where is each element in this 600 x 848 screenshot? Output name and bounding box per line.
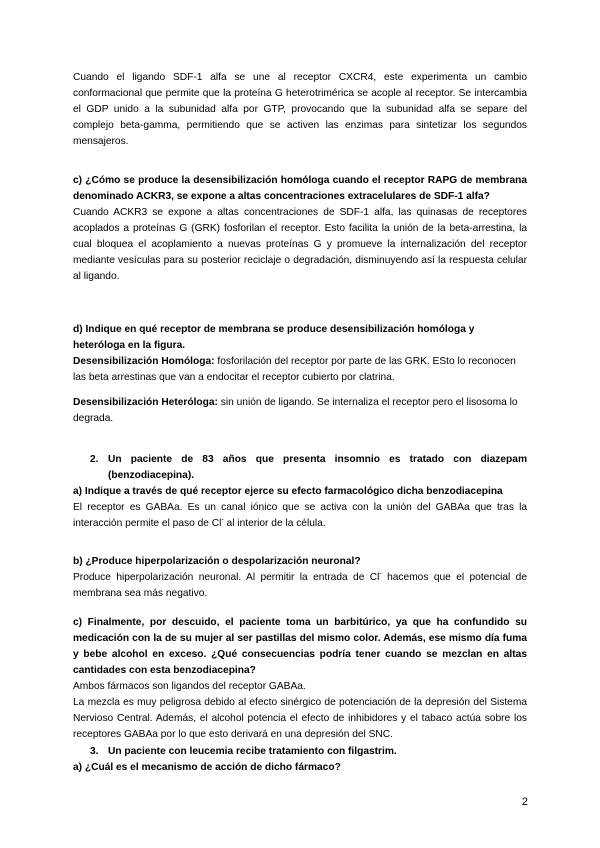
heterologous-paragraph [73, 395, 527, 427]
question-c-text: c) ¿Cómo se produce la desensibilización homóloga cuando el receptor RAPG de membrana denominado ACKR3, se expone a altas concentraciones extracelulares de SDF-1 alfa? [73, 175, 527, 202]
homologous-text: fosforilación del receptor por parte de las GRK. ESto lo reconocen las beta arrestinas que van a endocitar el receptor cubierto por clatrina. [73, 356, 516, 383]
homologous-label: Desensibilización Homóloga: [73, 356, 215, 367]
question-2-number: 2. [90, 454, 99, 465]
answer-2a-part2: al interior de la célula. [223, 518, 326, 529]
question-2b [73, 554, 527, 602]
answer-2a-superscript: - [221, 516, 224, 524]
question-2-heading [73, 452, 527, 484]
heterologous-block [73, 395, 527, 427]
heterologous-label: Desensibilización Heteróloga: [73, 397, 218, 408]
heterologous-text: sin unión de ligando. Se internaliza el receptor pero el lisosoma lo degrada. [73, 397, 518, 424]
question-d [73, 322, 527, 386]
question-3 [73, 744, 527, 776]
answer-c-text: Cuando ACKR3 se expone a altas concentraciones de SDF-1 alfa, las quinasas de receptores acoplados a proteínas G (GRK) fosforilan el receptor. Esto facilita la unión de la beta-arrestina, la cual bloquea el acoplamiento a nuevas proteínas G y promueve la internalización del receptor mediante vesículas para su posterior reciclaje o degradación, disminuyendo así la respuesta celular al ligando. [73, 207, 527, 282]
question-3-text: Un paciente con leucemia recibe tratamiento con filgastrim. [108, 746, 397, 757]
answer-2b-superscript: - [379, 570, 382, 578]
answer-2c-text: La mezcla es muy peligrosa debido al efecto sinérgico de potenciación de la depresión del Sistema Nervioso Central. Además, el alcohol potencia el efecto de inhibidores y el tabaco actúa sobre los receptores GABAa por lo que esto derivará en una depresión del SNC. [73, 697, 527, 740]
question-d-text: d) Indique en qué receptor de membrana se produce desensibilización homóloga y heteróloga en la figura. [73, 324, 475, 351]
answer-2c-line1: Ambos fármacos son ligandos del receptor GABAa. [73, 681, 306, 692]
answer-2a-part1: El receptor es GABAa. Es un canal iónico que se activa con la unión del GABAa que tras la interacción permite el paso de Cl [73, 502, 527, 529]
question-2b-text: b) ¿Produce hiperpolarización o despolarización neuronal? [73, 556, 361, 567]
question-2c [73, 615, 527, 743]
question-2-text: Un paciente de 83 años que presenta insomnio es tratado con diazepam (benzodiacepina). [108, 454, 527, 481]
paragraph-text: Cuando el ligando SDF-1 alfa se une al receptor CXCR4, este experimenta un cambio conformacional que permite que la proteína G heterotrimérica se acople al receptor. Se intercambia el GDP unido a la subunidad alfa por GTP, provocando que la subunidad alfa se separe del complejo beta-gamma, permitiendo que se activen las enzimas para sintetizar los segundos mensajeros. [73, 72, 527, 147]
page-number: 2 [521, 796, 528, 808]
question-3-heading [73, 744, 527, 760]
question-c [73, 173, 527, 285]
answer-2a [73, 500, 527, 532]
paragraph-cxcr4 [73, 70, 527, 150]
question-2c-text: c) Finalmente, por descuido, el paciente toma un barbitúrico, ya que ha confundido su medicación con la de su mujer al ser pastillas del mismo color. Además, ese mismo día fuma y bebe alcohol en exceso. ¿Qué consecuencias podría tener cuando se mezclan en altas cantidades con esta benzodiacepina? [73, 617, 527, 676]
answer-2b-part1: Produce hiperpolarización neuronal. Al permitir la entrada de Cl [73, 572, 380, 583]
question-2 [73, 452, 527, 532]
question-3-number: 3. [90, 746, 99, 757]
question-2a-text: a) Indique a través de qué receptor ejerce su efecto farmacológico dicha benzodiacepina [73, 486, 503, 497]
question-3a-text: a) ¿Cuál es el mecanismo de acción de dicho fármaco? [73, 762, 341, 773]
homologous-paragraph [73, 354, 527, 386]
answer-2b-part2: hacemos que el potencial de membrana sea más negativo. [73, 572, 527, 599]
answer-2b [73, 570, 527, 602]
